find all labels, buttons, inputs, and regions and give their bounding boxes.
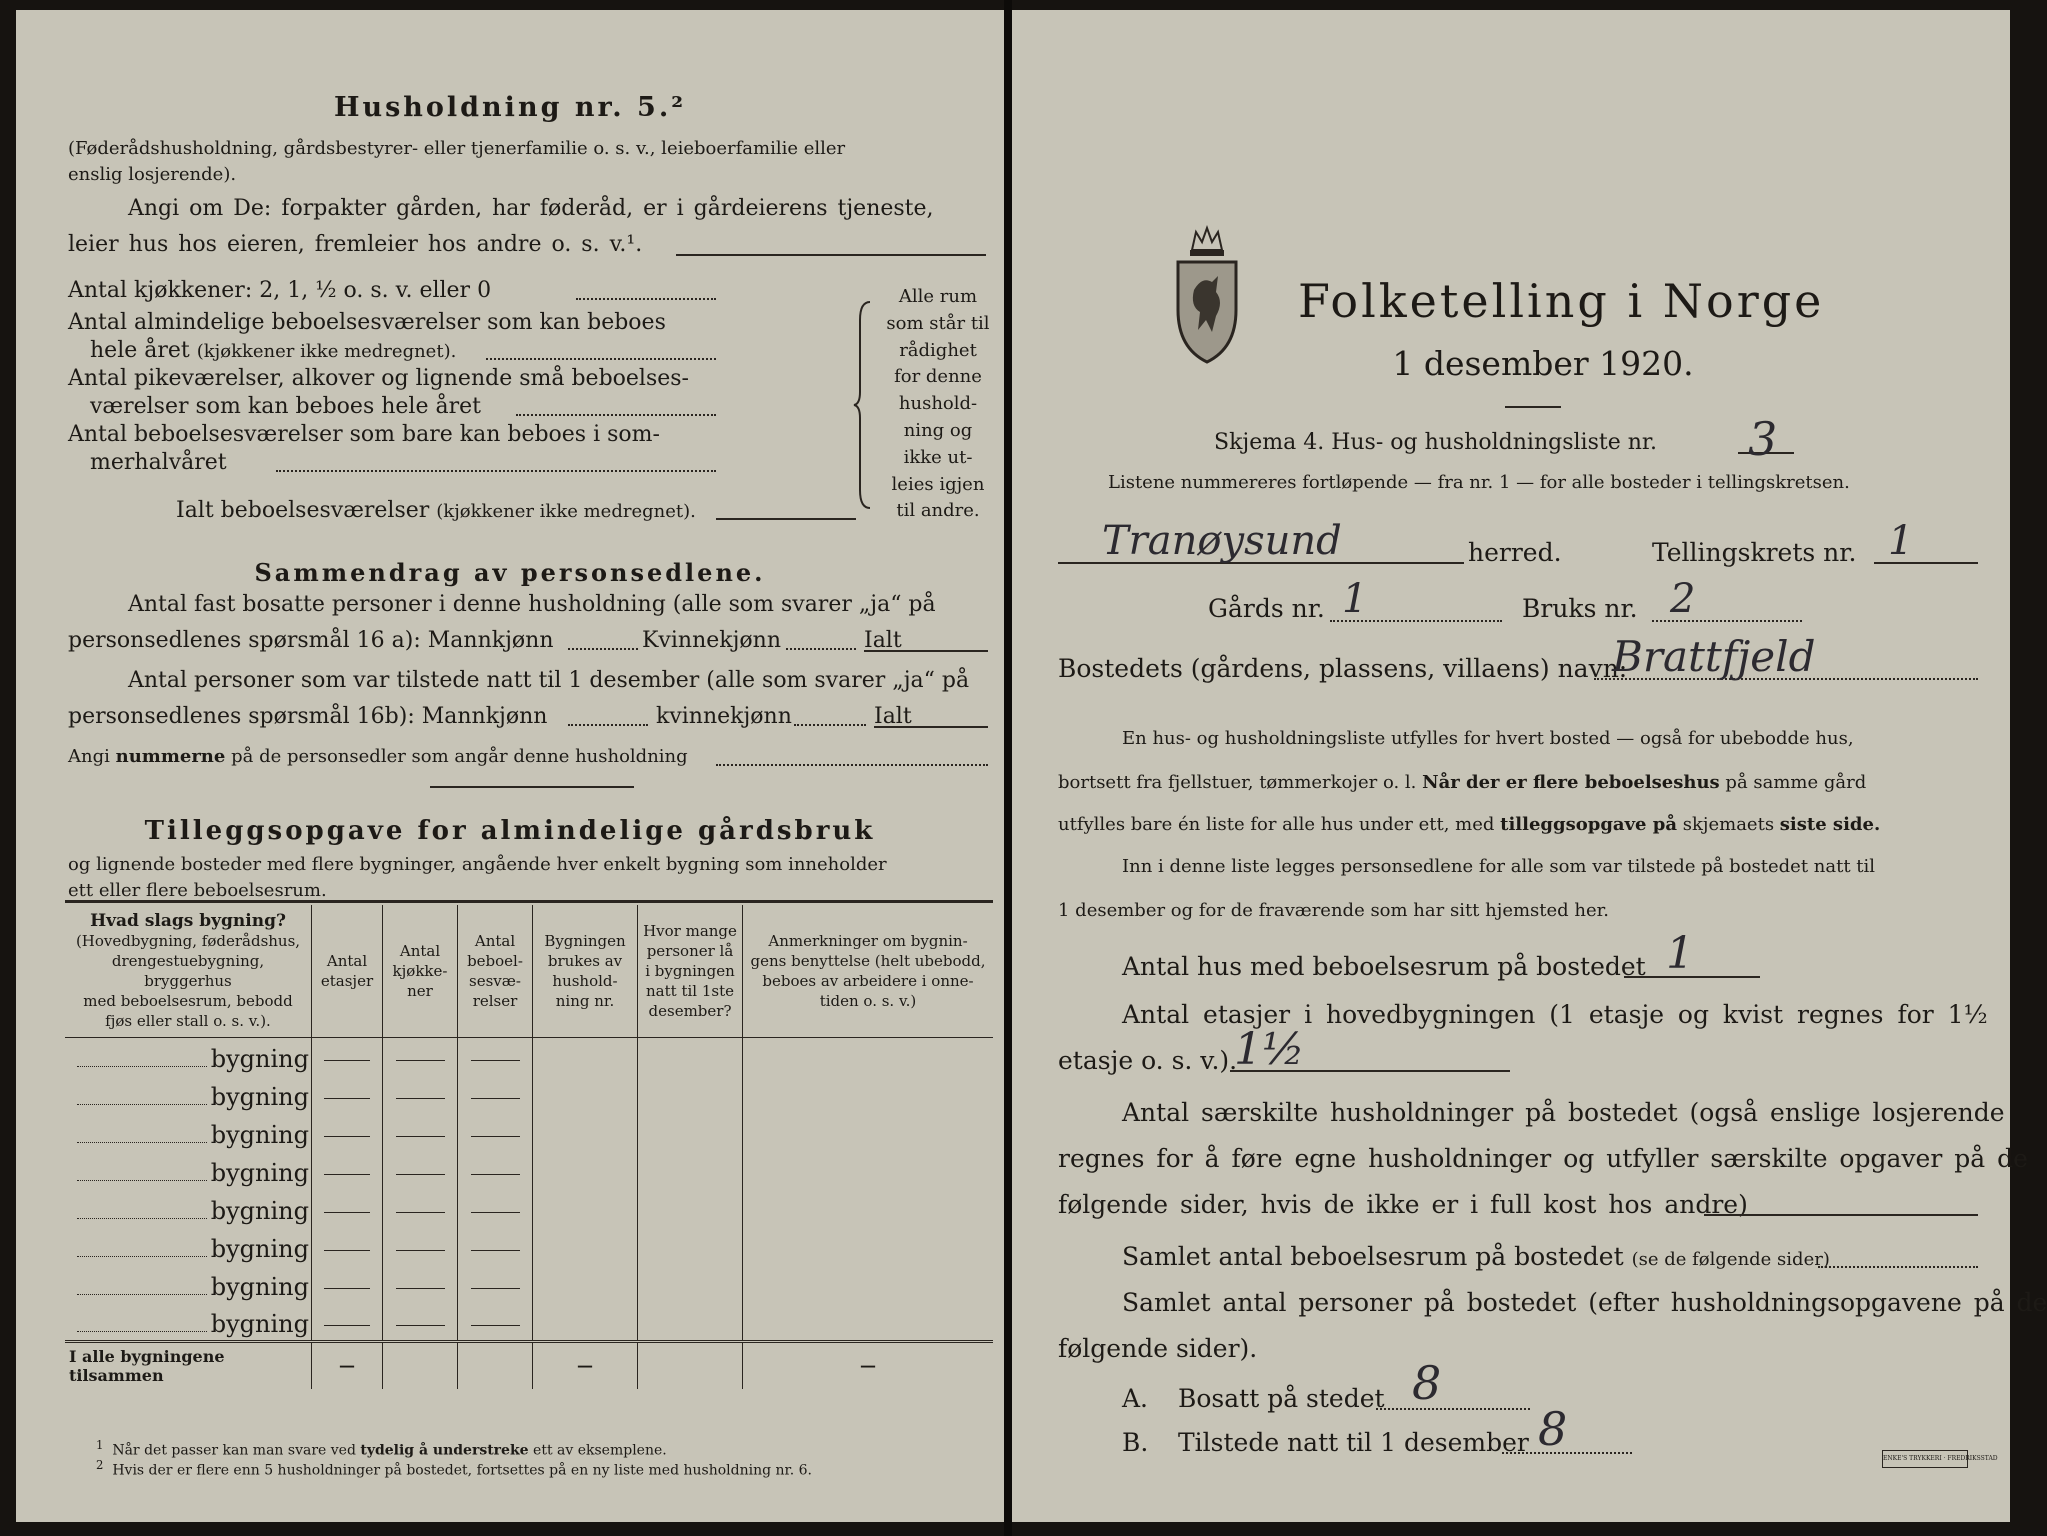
building-cell[interactable] [638, 1227, 743, 1265]
bosatt-letter: A. [1122, 1384, 1149, 1413]
summary-line-5: Angi nummerne på de personsedler som angår denne husholdning [68, 746, 688, 767]
tilstede-letter: B. [1122, 1428, 1149, 1457]
building-cell[interactable] [743, 1303, 994, 1341]
total-rooms-line [716, 518, 856, 520]
building-cell[interactable] [638, 1113, 743, 1151]
building-cell[interactable] [638, 1075, 743, 1113]
total-kitchens-cell [383, 1341, 458, 1389]
bosted-value: Brattfjeld [1612, 632, 1816, 681]
building-cell[interactable] [533, 1075, 638, 1113]
bosted-label: Bostedets (gårdens, plassens, villaens) navn: [1058, 654, 1628, 683]
brace-icon [854, 300, 874, 510]
buildings-table [65, 905, 993, 1389]
etasjer-line-2: etasje o. s. v.). [1058, 1046, 1238, 1075]
household-subheading-2: enslig losjerende). [68, 164, 237, 185]
building-cell[interactable] [383, 1265, 458, 1303]
gards-value: 1 [1342, 576, 1368, 622]
ordinary-rooms-label-2: hele året (kjøkkener ikke medregnet). [90, 338, 457, 363]
summary-line-3: Antal personer som var tilstede natt til 1 desember (alle som svarer „ja“ på [128, 668, 970, 693]
gards-label: Gårds nr. [1208, 594, 1325, 623]
instruction-4: Inn i denne liste legges personsedlene for alle som var tilstede på bostedet natt til [1122, 856, 1876, 877]
bruks-label: Bruks nr. [1522, 594, 1638, 623]
female-dots-1 [786, 648, 856, 650]
building-cell[interactable] [743, 1113, 994, 1151]
instruction-5: 1 desember og for de fraværende som har sitt hjemsted her. [1058, 900, 1609, 921]
building-row [65, 1227, 993, 1265]
total-rooms-label: Ialt beboelsesværelser (kjøkkener ikke medregnet). [176, 498, 696, 523]
small-rooms-dots [516, 414, 716, 416]
summary-line-2: personsedlenes spørsmål 16 a): Mannkjønn [68, 628, 554, 653]
kitchens-label: Antal kjøkkener: 2, 1, ½ o. s. v. eller 0 [68, 278, 492, 303]
building-row-label [65, 1037, 312, 1075]
samlet-rum-label: Samlet antal beboelsesrum på bostedet (se de følgende sider) [1122, 1242, 1830, 1271]
numbers-dots [716, 764, 988, 766]
building-cell[interactable] [638, 1265, 743, 1303]
building-row-text: bygning [210, 1159, 309, 1187]
building-cell[interactable] [638, 1037, 743, 1075]
building-cell[interactable] [383, 1227, 458, 1265]
building-cell[interactable] [533, 1227, 638, 1265]
summer-rooms-label-1: Antal beboelsesværelser som bare kan beboes i som- [68, 422, 660, 447]
summary-line-1: Antal fast bosatte personer i denne husholdning (alle som svarer „ja“ på [128, 592, 936, 617]
total-persons-cell [638, 1341, 743, 1389]
building-row [65, 1075, 993, 1113]
building-cell[interactable] [458, 1303, 533, 1341]
total-label-1: Ialt [864, 628, 902, 653]
household-heading: Husholdning nr. 5.² [333, 92, 687, 123]
building-cell[interactable] [312, 1075, 383, 1113]
tilstede-label: Tilstede natt til 1 desember [1178, 1428, 1529, 1457]
section-divider [430, 786, 634, 788]
building-row [65, 1151, 993, 1189]
col-persons: Hvor mange personer lå i bygningen natt til 1ste desember? [638, 905, 743, 1037]
building-row [65, 1037, 993, 1075]
numbering-note: Listene nummereres fortløpende — fra nr. 1 — for alle bosteder i tellingskretsen. [1108, 472, 1850, 493]
samlet-persons-line-2: følgende sider). [1058, 1334, 1258, 1363]
bosatt-label: Bosatt på stedet [1178, 1384, 1385, 1413]
bosatt-line [1376, 1408, 1530, 1410]
building-cell[interactable] [383, 1075, 458, 1113]
summary-title: Sammendrag av personsedlene. [254, 558, 766, 587]
footnote-2: $^2$ Hvis der er flere enn 5 husholdninger på bostedet, fortsettes på en ny liste med husholdning nr. 6. [96, 1458, 812, 1479]
building-cell[interactable] [743, 1075, 994, 1113]
building-cell[interactable] [743, 1037, 994, 1075]
building-row [65, 1265, 993, 1303]
col-building-type: Hvad slags bygning? (Hovedbygning, føderådshus, drengestuebygning, bryggerhus med beboelsesrum, bebodd fjøs eller stall o. s. v.). [65, 905, 312, 1037]
table-top-rule [65, 900, 993, 903]
building-cell[interactable] [312, 1113, 383, 1151]
total-household-dash: — [533, 1341, 638, 1389]
building-cell[interactable] [638, 1303, 743, 1341]
col-household-nr: Bygningen brukes av hushold- ning nr. [533, 905, 638, 1037]
total-rooms-cell [458, 1341, 533, 1389]
instruction-2: bortsett fra fjellstuer, tømmerkojer o. l. Når der er flere beboelseshus på samme gård [1058, 772, 1867, 793]
building-row-text: bygning [210, 1273, 309, 1301]
small-rooms-label-2: værelser som kan beboes hele året [90, 394, 481, 419]
building-cell[interactable] [312, 1037, 383, 1075]
col-kitchens: Antal kjøkke- ner [383, 905, 458, 1037]
female-label-2: kvinnekjønn [656, 704, 792, 729]
total-row-label: I alle bygningene tilsammen [65, 1341, 312, 1389]
schema-label: Skjema 4. Hus- og husholdningsliste nr. [1214, 430, 1657, 455]
building-row-text: bygning [210, 1197, 309, 1225]
building-cell[interactable] [743, 1265, 994, 1303]
ordinary-rooms-label-1: Antal almindelige beboelsesværelser som kan beboes [68, 310, 666, 335]
angi-answer-line [676, 254, 986, 256]
krets-value: 1 [1888, 518, 1914, 564]
building-cell[interactable] [458, 1227, 533, 1265]
building-row [65, 1113, 993, 1151]
building-cell[interactable] [458, 1151, 533, 1189]
building-cell[interactable] [458, 1265, 533, 1303]
date-divider [1505, 406, 1561, 408]
census-date: 1 desember 1920. [1392, 344, 1694, 383]
bosatt-value: 8 [1412, 1356, 1442, 1410]
building-cell[interactable] [312, 1303, 383, 1341]
building-row [65, 1303, 993, 1341]
households-answer-line [1704, 1214, 1978, 1216]
building-cell[interactable] [533, 1303, 638, 1341]
hus-label: Antal hus med beboelsesrum på bostedet [1122, 952, 1646, 981]
schema-nr-value: 3 [1748, 412, 1778, 466]
male-dots-1 [568, 648, 638, 650]
herred-label: herred. [1468, 538, 1562, 567]
building-cell[interactable] [458, 1037, 533, 1075]
households-line-3: følgende sider, hvis de ikke er i full kost hos andre) [1058, 1190, 1748, 1219]
summer-rooms-dots [276, 470, 716, 472]
total-label-2: Ialt [874, 704, 912, 729]
rooms-side-note: Alle rum som står til rådighet for denne hushold- ning og ikke ut- leies igjen til andre. [886, 286, 990, 522]
building-row-text: bygning [210, 1235, 309, 1263]
building-cell[interactable] [743, 1227, 994, 1265]
building-cell[interactable] [533, 1189, 638, 1227]
households-line-2: regnes for å føre egne husholdninger og utfyller særskilte opgaver på de [1058, 1144, 2028, 1173]
herred-value: Tranøysund [1102, 518, 1342, 564]
small-rooms-label-1: Antal pikeværelser, alkover og lignende små beboelses- [68, 366, 689, 391]
building-cell[interactable] [743, 1189, 994, 1227]
col-remarks: Anmerkninger om bygnin- gens benyttelse (helt ubebodd, beboes av arbeidere i onne- tiden o. s. v.) [743, 905, 994, 1037]
census-title: Folketelling i Norge [1298, 274, 1825, 328]
instruction-3: utfylles bare én liste for alle hus under ett, med tilleggsopgave på skjemaets siste side. [1058, 814, 1881, 835]
building-row-label [65, 1151, 312, 1189]
building-cell[interactable] [743, 1151, 994, 1189]
summer-rooms-label-2: merhalvåret [90, 450, 227, 475]
hus-value: 1 [1666, 928, 1694, 979]
table-total-row [65, 1341, 993, 1389]
page-fold [1004, 0, 1012, 1536]
household-subheading: (Føderådshusholdning, gårdsbestyrer- eller tjenerfamilie o. s. v., leieboerfamilie eller [68, 138, 846, 159]
building-cell[interactable] [458, 1075, 533, 1113]
building-cell[interactable] [458, 1189, 533, 1227]
samlet-persons-line-1: Samlet antal personer på bostedet (efter husholdningsopgavene på de [1122, 1288, 2047, 1317]
building-cell[interactable] [533, 1113, 638, 1151]
angi-line-2: leier hus hos eieren, fremleier hos andre o. s. v.¹. [68, 232, 643, 257]
coat-of-arms-icon [1172, 220, 1242, 370]
angi-line-1: Angi om De: forpakter gården, har føderåd, er i gårdeierens tjeneste, [128, 196, 934, 221]
building-cell[interactable] [312, 1189, 383, 1227]
building-row-text: bygning [210, 1083, 309, 1111]
footnote-1: $^1$ Når det passer kan man svare ved tydelig å understreke ett av eksemplene. [96, 1438, 667, 1459]
col-rooms: Antal beboel- sesvæ- relser [458, 905, 533, 1037]
building-cell[interactable] [312, 1151, 383, 1189]
krets-label: Tellingskrets nr. [1652, 538, 1857, 567]
summary-line-4: personsedlenes spørsmål 16b): Mannkjønn [68, 704, 548, 729]
building-cell[interactable] [383, 1037, 458, 1075]
right-page [1012, 10, 2047, 1522]
building-cell[interactable] [533, 1151, 638, 1189]
building-row-text: bygning [210, 1309, 309, 1338]
left-page [16, 10, 1004, 1522]
building-row-text: bygning [210, 1045, 309, 1073]
building-cell[interactable] [533, 1037, 638, 1075]
building-row [65, 1189, 993, 1227]
building-cell[interactable] [383, 1151, 458, 1189]
instruction-1: En hus- og husholdningsliste utfylles for hvert bosted — også for ubebodde hus, [1122, 728, 1854, 749]
building-cell[interactable] [383, 1113, 458, 1151]
etasjer-line-1: Antal etasjer i hovedbygningen (1 etasje og kvist regnes for 1½ [1122, 1000, 1988, 1029]
supplement-line-1: og lignende bosteder med flere bygninger, angående hver enkelt bygning som inneholder [68, 854, 887, 875]
ordinary-rooms-dots [486, 358, 716, 360]
building-row-label [65, 1303, 312, 1341]
col-floors: Antal etasjer [312, 905, 383, 1037]
building-row-label [65, 1189, 312, 1227]
building-cell[interactable] [638, 1151, 743, 1189]
building-row-text: bygning [210, 1121, 309, 1149]
building-cell[interactable] [383, 1189, 458, 1227]
bruks-value: 2 [1670, 576, 1696, 622]
samlet-rum-line [1818, 1266, 1978, 1268]
building-row-label [65, 1265, 312, 1303]
female-label-1: Kvinnekjønn [642, 628, 781, 653]
tilstede-value: 8 [1538, 1402, 1568, 1456]
supplement-line-2: ett eller flere beboelsesrum. [68, 880, 327, 901]
building-cell[interactable] [533, 1265, 638, 1303]
total-line-2 [874, 726, 988, 728]
building-row-label [65, 1075, 312, 1113]
building-row-label [65, 1113, 312, 1151]
building-cell[interactable] [638, 1189, 743, 1227]
supplement-title: Tilleggsopgave for almindelige gårdsbruk [144, 816, 876, 846]
female-dots-2 [794, 724, 866, 726]
building-cell[interactable] [312, 1265, 383, 1303]
building-cell[interactable] [312, 1227, 383, 1265]
building-cell[interactable] [383, 1303, 458, 1341]
kitchens-dots [576, 298, 716, 300]
etasjer-value: 1½ [1234, 1024, 1305, 1075]
building-cell[interactable] [458, 1113, 533, 1151]
male-dots-2 [568, 724, 648, 726]
households-line-1: Antal særskilte husholdninger på bostedet (også enslige losjerende [1122, 1098, 2005, 1127]
total-floors-dash: — [312, 1341, 383, 1389]
printer-stamp: ENKE'S TRYKKERI · FREDRIKSSTAD [1882, 1450, 1968, 1468]
building-row-label [65, 1227, 312, 1265]
total-line-1 [864, 650, 988, 652]
total-remarks-dash: — [743, 1341, 994, 1389]
